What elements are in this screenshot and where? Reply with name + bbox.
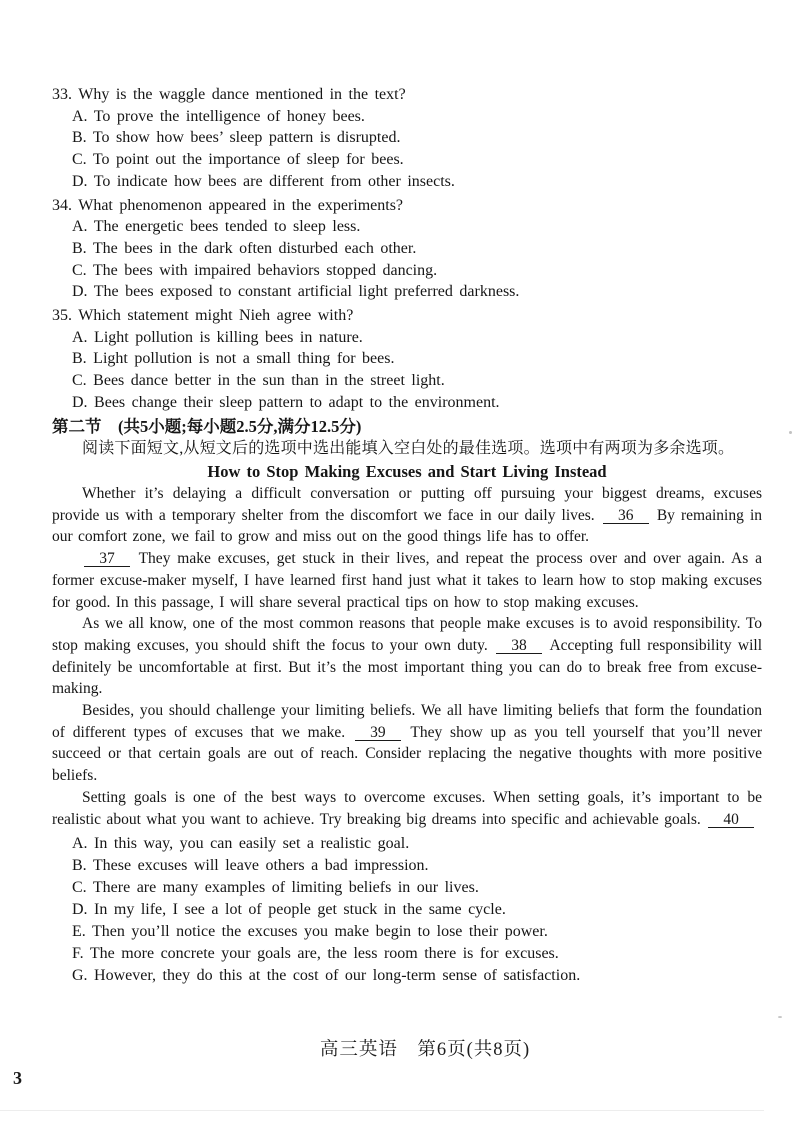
question-option: A. To prove the intelligence of honey bees. bbox=[72, 107, 365, 125]
gap-fill-option: F. The more concrete your goals are, the less room there is for excuses. bbox=[72, 945, 559, 963]
passage-paragraph: Setting goals is one of the best ways to overcome excuses. When setting goals, it’s important to be realistic about what you want to achieve. Try breaking big dreams into specific and achievable goals. 40 bbox=[52, 788, 762, 828]
question-option: C. Bees dance better in the sun than in the street light. bbox=[72, 372, 445, 390]
numbered-blank: 39 bbox=[355, 725, 401, 741]
scan-artifact-line bbox=[0, 1110, 764, 1111]
scan-page-number: 3 bbox=[13, 1068, 22, 1088]
passage-paragraph: Whether it’s delaying a difficult conversation or putting off pursuing your biggest dreams, excuses provide us with a temporary shelter from the discomfort we face in our daily lives. 36 By remaining in our comfort zone, we fail to grow and miss out on the good things life has to offer. bbox=[52, 485, 762, 546]
page-footer: 高三英语 第6页(共8页) bbox=[319, 1040, 531, 1060]
gap-fill-option: G. However, they do this at the cost of our long-term sense of satisfaction. bbox=[72, 967, 581, 985]
scan-speck bbox=[789, 431, 792, 434]
question-block bbox=[52, 195, 762, 304]
section-heading: 第二节 (共5小题;每小题2.5分,满分12.5分) bbox=[52, 416, 362, 436]
passage-paragraph: As we all know, one of the most common reasons that people make excuses is to avoid responsibility. To stop making excuses, you should shift the focus to your own duty. 38 Accepting full responsibility will definitely be uncomfortable at first. But it’s the most important thing you can do to break free from excuse-making. bbox=[52, 615, 762, 698]
question-option: C. The bees with impaired behaviors stopped dancing. bbox=[72, 261, 438, 279]
numbered-blank: 37 bbox=[84, 551, 130, 567]
question-option: A. The energetic bees tended to sleep less. bbox=[72, 218, 361, 236]
gap-fill-option: E. Then you’ll notice the excuses you make begin to lose their power. bbox=[72, 923, 548, 941]
gap-fill-option: A. In this way, you can easily set a realistic goal. bbox=[72, 835, 410, 853]
question-option: D. The bees exposed to constant artificial light preferred darkness. bbox=[72, 283, 520, 301]
question-option: C. To point out the importance of sleep for bees. bbox=[72, 151, 404, 169]
scan-speck bbox=[778, 1016, 782, 1018]
passage-title: How to Stop Making Excuses and Start Living Instead bbox=[207, 462, 607, 482]
numbered-blank: 36 bbox=[603, 508, 649, 524]
question-block bbox=[52, 84, 762, 193]
passage-paragraph: 37 They make excuses, get stuck in their lives, and repeat the process over and over again. As a former excuse-maker myself, I have learned first hand just what it takes to learn how to stop making excuses for good. In this passage, I will share several practical tips on how to stop making excuses. bbox=[52, 550, 762, 611]
passage bbox=[52, 483, 762, 830]
question-option: B. Light pollution is not a small thing for bees. bbox=[72, 350, 395, 368]
gap-fill-options bbox=[52, 833, 762, 987]
gap-fill-option: C. There are many examples of limiting beliefs in our lives. bbox=[72, 879, 479, 897]
question-stem: 33. Why is the waggle dance mentioned in the text? bbox=[52, 86, 406, 103]
multiple-choice-questions bbox=[52, 84, 762, 414]
numbered-blank: 40 bbox=[708, 812, 754, 828]
question-option: B. To show how bees’ sleep pattern is disrupted. bbox=[72, 129, 401, 147]
question-option: D. Bees change their sleep pattern to adapt to the environment. bbox=[72, 393, 500, 411]
passage-paragraph: Besides, you should challenge your limiting beliefs. We all have limiting beliefs that form the foundation of different types of excuses that we make. 39 They show up as you tell yourself that you’ll never succeed or that certain goals are out of reach. Consider replacing the negative thoughts with more positive beliefs. bbox=[52, 702, 763, 785]
question-stem: 34. What phenomenon appeared in the experiments? bbox=[52, 196, 404, 214]
question-option: A. Light pollution is killing bees in nature. bbox=[72, 328, 363, 346]
question-option: B. The bees in the dark often disturbed each other. bbox=[72, 239, 417, 257]
question-block bbox=[52, 305, 762, 414]
numbered-blank: 38 bbox=[496, 638, 542, 654]
page-content bbox=[52, 84, 762, 987]
gap-fill-option: B. These excuses will leave others a bad impression. bbox=[72, 857, 429, 875]
question-option: D. To indicate how bees are different from other insects. bbox=[72, 172, 455, 190]
section-instruction: 阅读下面短文,从短文后的选项中选出能填入空白处的最佳选项。选项中有两项为多余选项。 bbox=[82, 440, 735, 458]
gap-fill-option: D. In my life, I see a lot of people get stuck in the same cycle. bbox=[72, 901, 506, 919]
question-stem: 35. Which statement might Nieh agree with? bbox=[52, 307, 354, 325]
